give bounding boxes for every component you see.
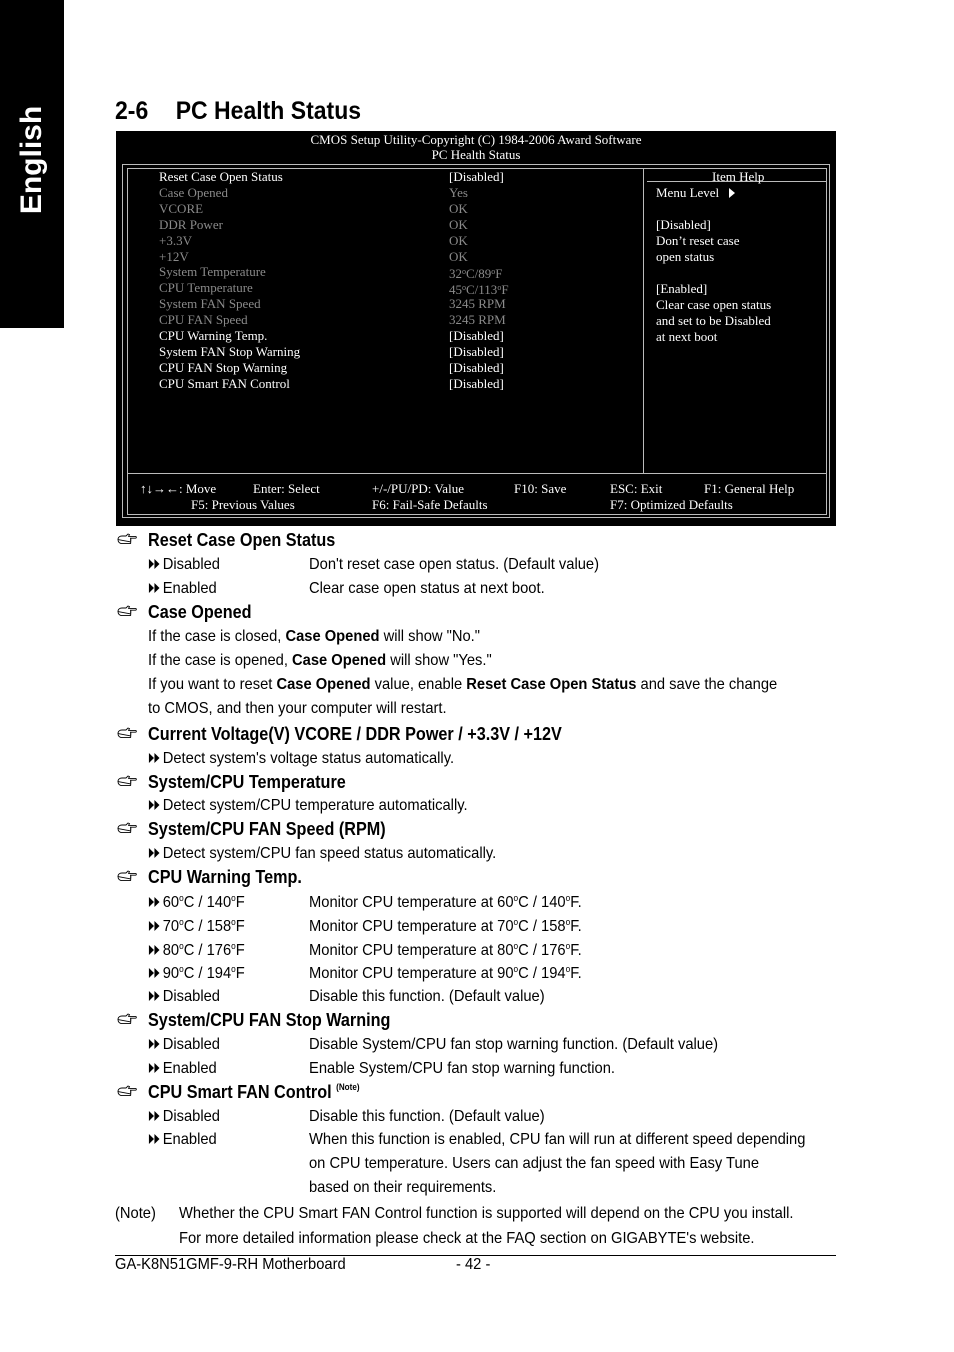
bios-item-value: OK (449, 232, 468, 248)
heading-case-opened: Case Opened (148, 602, 252, 622)
double-arrow-icon (148, 918, 163, 936)
language-tab (0, 0, 64, 328)
key-f1: F1: General Help (704, 481, 795, 496)
bios-item-label[interactable]: CPU Warning Temp. (159, 328, 268, 343)
bios-item-label[interactable]: System FAN Stop Warning (159, 343, 301, 359)
bios-item-label[interactable]: System FAN Speed (159, 296, 261, 312)
double-arrow-icon (148, 556, 163, 574)
bios-copyright: CMOS Setup Utility-Copyright (C) 1984-2006 Award Software (310, 132, 642, 147)
bios-item-label[interactable]: +12V (159, 248, 189, 264)
bios-divider-vertical (643, 168, 644, 473)
key-value: +/-/PU/PD: Value (372, 481, 464, 496)
bios-item-value: 3245 RPM (449, 312, 506, 328)
option-text: Clear case open status at next boot. (309, 580, 545, 597)
heading-voltage: Current Voltage(V) VCORE / DDR Power / +3.3V / +12V (148, 724, 562, 744)
pointing-hand-icon (117, 605, 139, 617)
option-text: Disable this function. (Default value) (309, 1108, 545, 1125)
item-help-line: open status (656, 249, 715, 264)
item-help-title: Item Help (712, 169, 765, 184)
item-help-line: and set to be Disabled (656, 313, 771, 328)
bios-item-value: Yes (449, 184, 468, 200)
bios-item-value[interactable]: [Disabled] (449, 359, 504, 375)
pointing-hand-icon (117, 775, 139, 787)
heading-reset-case: Reset Case Open Status (148, 530, 336, 550)
bios-divider-horizontal (127, 473, 826, 474)
footer-model: GA-K8N51GMF-9-RH Motherboard (115, 1256, 346, 1273)
double-arrow-icon (148, 965, 163, 983)
bios-item-value[interactable]: [Disabled] (449, 375, 504, 391)
bios-item-value: 3245 RPM (449, 296, 506, 312)
option-text: Detect system/CPU fan speed status automatically. (148, 845, 496, 863)
option-text: based on their requirements. (309, 1179, 497, 1196)
option-name: 80$^o$C / 176$^o$F (148, 941, 245, 960)
paragraph-line: If you want to reset Case Opened value, enable Reset Case Open Status and save the change (148, 676, 778, 693)
bios-item-label[interactable]: Reset Case Open Status (159, 169, 283, 184)
key-f10: F10: Save (514, 481, 567, 496)
bios-item-label[interactable]: DDR Power (159, 216, 223, 232)
pointing-hand-icon (117, 870, 139, 882)
bios-item-value: OK (449, 248, 468, 264)
option-text: Monitor CPU temperature at 90$^o$C / 194$^o$F. (309, 964, 582, 983)
bios-item-value[interactable]: [Disabled] (449, 169, 504, 184)
option-text: Disable this function. (Default value) (309, 988, 545, 1005)
heading-fan-stop: System/CPU FAN Stop Warning (148, 1010, 391, 1030)
menu-level: Menu Level (656, 185, 735, 200)
key-f5: F5: Previous Values (191, 497, 295, 512)
option-text: Monitor CPU temperature at 60$^o$C / 140$^o$F. (309, 893, 582, 911)
key-f6: F6: Fail-Safe Defaults (372, 497, 488, 512)
double-arrow-icon (148, 845, 163, 863)
option-text: Don't reset case open status. (Default value) (309, 556, 600, 573)
bios-item-value[interactable]: [Disabled] (449, 328, 504, 343)
language-label: English (15, 105, 48, 215)
option-text: When this function is enabled, CPU fan will run at different speed depending (309, 1131, 806, 1148)
pointing-hand-icon (117, 1013, 139, 1025)
option-text: Detect system's voltage status automatically. (148, 750, 454, 768)
key-esc: ESC: Exit (610, 481, 663, 496)
note-text: For more detailed information please check at the FAQ section on GIGABYTE's website. (179, 1230, 755, 1247)
heading-smart-fan: CPU Smart FAN Control $^{(Note)}$ (148, 1082, 360, 1102)
option-name: Enabled (148, 1060, 217, 1078)
bios-item-label[interactable]: CPU Temperature (159, 280, 253, 296)
option-text: Disable System/CPU fan stop warning function. (Default value) (309, 1036, 719, 1053)
bios-item-value: 45$^o$C/113$^o$F (449, 282, 509, 298)
option-name: 70$^o$C / 158$^o$F (148, 917, 245, 936)
option-text: on CPU temperature. Users can adjust the fan speed with Easy Tune (309, 1155, 760, 1172)
item-help-line: Don’t reset case (656, 233, 740, 248)
bios-screen-title: PC Health Status (431, 147, 521, 162)
option-name: 90$^o$C / 194$^o$F (148, 964, 245, 983)
pointing-hand-icon (117, 1085, 139, 1097)
double-arrow-icon (148, 797, 163, 815)
double-arrow-icon (148, 1131, 163, 1149)
key-f7: F7: Optimized Defaults (610, 497, 733, 512)
bios-item-label[interactable]: VCORE (159, 200, 204, 216)
bios-item-label[interactable]: CPU FAN Stop Warning (159, 359, 288, 375)
section-title: 2-6 PC Health Status (115, 97, 362, 125)
option-text: Monitor CPU temperature at 80$^o$C / 176$^o$F. (309, 940, 582, 959)
option-name: Disabled (148, 988, 220, 1006)
heading-fan-speed: System/CPU FAN Speed (RPM) (148, 819, 386, 839)
double-arrow-icon (148, 580, 163, 598)
bios-item-value: 32$^o$C/89$^o$F (449, 266, 503, 282)
double-arrow-icon (148, 1036, 163, 1054)
double-arrow-icon (148, 750, 163, 768)
option-name: Enabled (148, 1131, 217, 1149)
double-arrow-icon (148, 942, 163, 960)
option-text: Enable System/CPU fan stop warning function. (309, 1060, 616, 1077)
bios-item-label[interactable]: +3.3V (159, 232, 192, 248)
bios-item-label[interactable]: System Temperature (159, 264, 266, 280)
double-arrow-icon (148, 894, 163, 912)
option-name: Disabled (148, 556, 220, 574)
double-arrow-icon (148, 1108, 163, 1126)
option-name: Disabled (148, 1036, 220, 1054)
bios-item-label[interactable]: CPU Smart FAN Control (159, 375, 290, 391)
item-help-line: [Disabled] (656, 217, 711, 232)
bios-item-value: OK (449, 200, 468, 216)
bios-item-label[interactable]: CPU FAN Speed (159, 312, 248, 328)
item-help-line: at next boot (656, 329, 718, 344)
note-text: Whether the CPU Smart FAN Control function is supported will depend on the CPU you install. (179, 1205, 794, 1222)
double-arrow-icon (148, 1060, 163, 1078)
pointing-hand-icon (117, 822, 139, 834)
option-text: Monitor CPU temperature at 70$^o$C / 158$^o$F. (309, 916, 582, 935)
bios-item-value[interactable]: [Disabled] (449, 343, 504, 359)
paragraph-line: If the case is closed, Case Opened will show "No." (148, 628, 480, 645)
menu-level-arrow-icon (729, 188, 735, 198)
bios-screenshot (116, 131, 836, 526)
note-label: (Note) (115, 1205, 156, 1222)
bios-item-value: OK (449, 216, 468, 232)
paragraph-line: If the case is opened, Case Opened will show "Yes." (148, 652, 492, 669)
bios-item-label[interactable]: Case Opened (159, 184, 228, 200)
pointing-hand-icon (117, 533, 139, 545)
option-name: Enabled (148, 580, 217, 598)
option-name: Disabled (148, 1108, 220, 1126)
paragraph-line: to CMOS, and then your computer will restart. (148, 700, 447, 717)
item-help-line: Clear case open status (656, 297, 772, 312)
pointing-hand-icon (117, 727, 139, 739)
item-help-line: [Enabled] (656, 281, 708, 296)
option-name: 60$^o$C / 140$^o$F (148, 893, 245, 912)
option-text: Detect system/CPU temperature automatically. (148, 797, 468, 815)
heading-temperature: System/CPU Temperature (148, 772, 346, 792)
key-enter: Enter: Select (253, 481, 320, 496)
key-move: ↑↓→←: Move (140, 481, 217, 496)
footer-page-number: - 42 - (456, 1256, 491, 1273)
heading-warning-temp: CPU Warning Temp. (148, 867, 302, 887)
double-arrow-icon (148, 988, 163, 1006)
note-mark: (Note) (336, 1082, 360, 1092)
